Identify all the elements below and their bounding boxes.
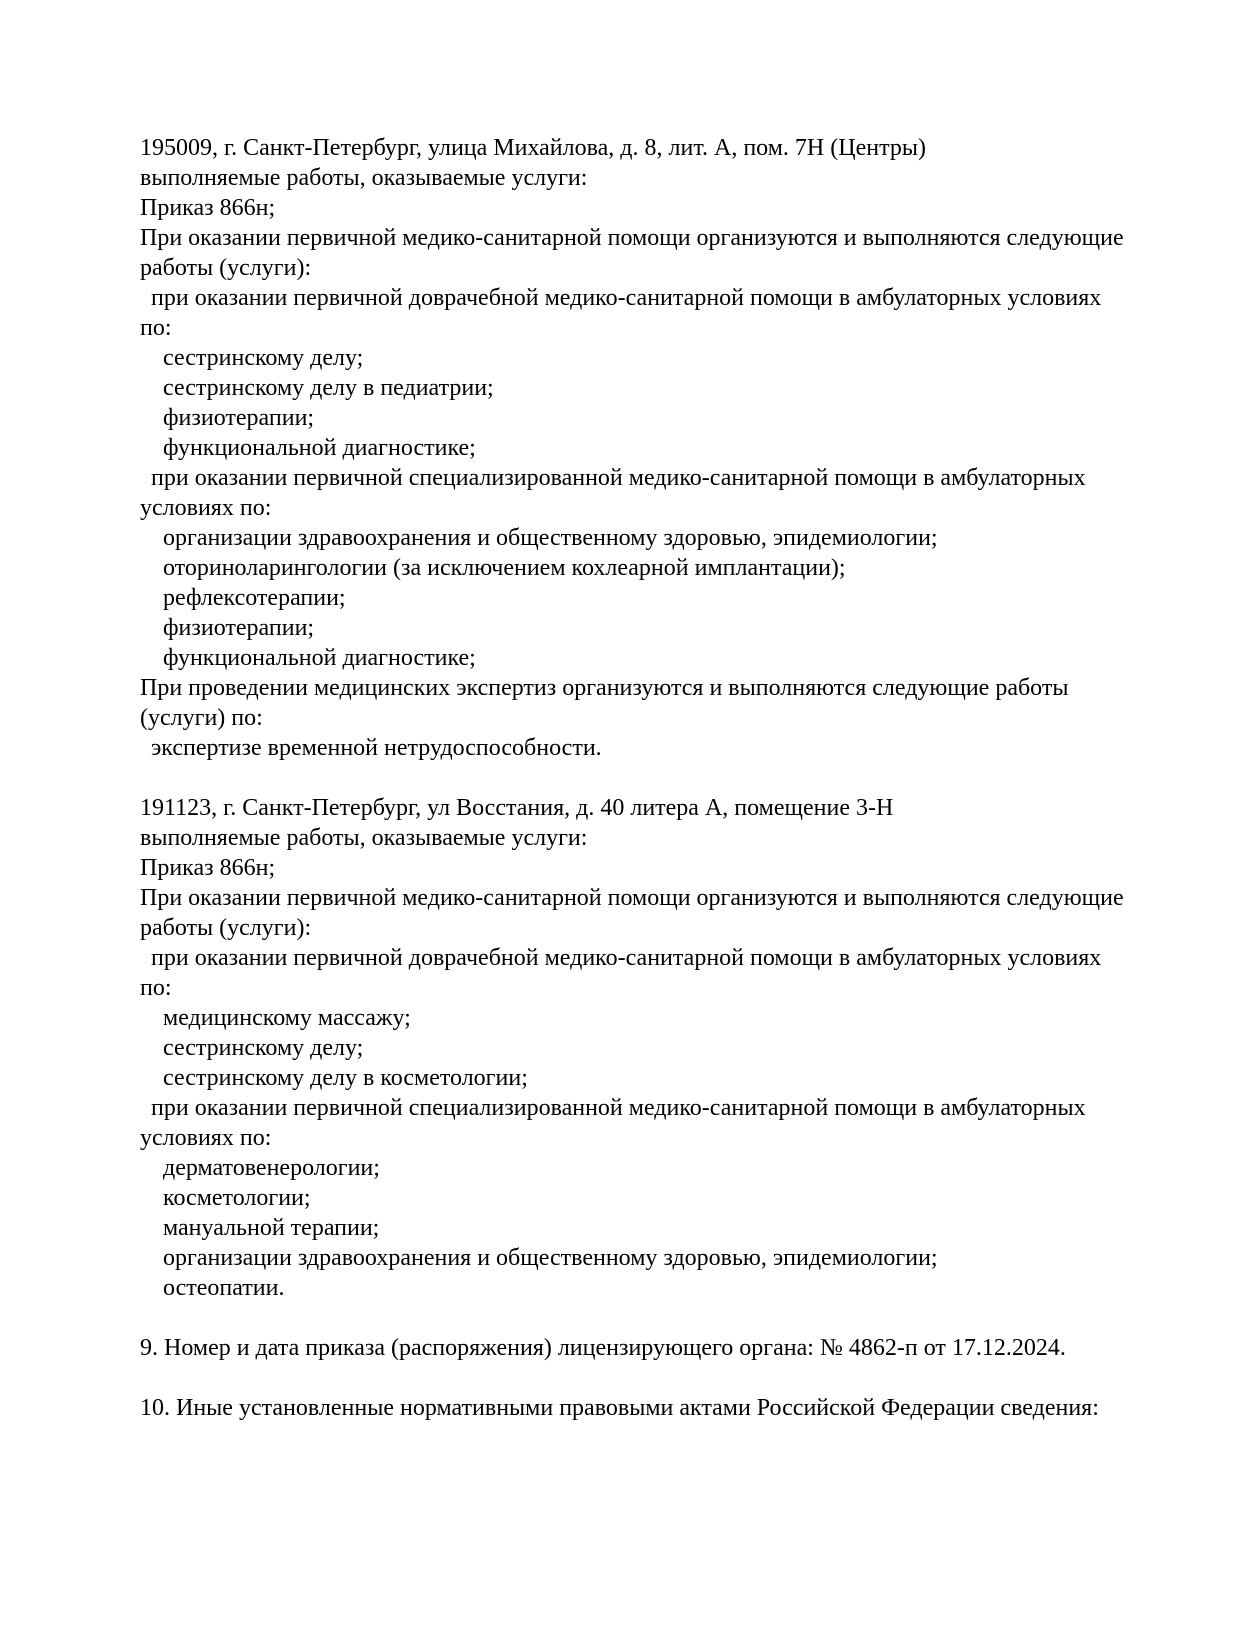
text-line: оториноларингологии (за исключением кохлеарной имплантации); — [163, 555, 846, 581]
text-line: экспертизе временной нетрудоспособности. — [151, 735, 602, 761]
text-line: При оказании первичной медико-санитарной помощи организуются и выполняются следующие — [140, 885, 1124, 911]
text-line: работы (услуги): — [140, 915, 312, 941]
text-line: при оказании первичной специализированной медико-санитарной помощи в амбулаторных — [151, 1095, 1086, 1121]
text-line: выполняемые работы, оказываемые услуги: — [140, 165, 588, 191]
text-line: При проведении медицинских экспертиз организуются и выполняются следующие работы — [140, 675, 1069, 701]
text-line: 195009, г. Санкт-Петербург, улица Михайлова, д. 8, лит. А, пом. 7Н (Центры) — [140, 135, 926, 161]
address-block-1 — [140, 133, 1170, 763]
address-block-2 — [140, 793, 1170, 1303]
text-line: выполняемые работы, оказываемые услуги: — [140, 825, 588, 851]
clause-10-other-info — [140, 1393, 1170, 1423]
text-line: 10. Иные установленные нормативными правовыми актами Российской Федерации сведения: — [140, 1395, 1099, 1421]
text-line: по: — [140, 315, 172, 341]
text-line: При оказании первичной медико-санитарной помощи организуются и выполняются следующие — [140, 225, 1124, 251]
text-line: при оказании первичной специализированной медико-санитарной помощи в амбулаторных — [151, 465, 1086, 491]
text-line: (услуги) по: — [140, 705, 263, 731]
text-line: условиях по: — [140, 495, 272, 521]
text-line: по: — [140, 975, 172, 1001]
clause-9-order-number — [140, 1333, 1170, 1363]
text-line: организации здравоохранения и общественному здоровью, эпидемиологии; — [163, 1245, 938, 1271]
text-line: сестринскому делу в косметологии; — [163, 1065, 528, 1091]
text-line: физиотерапии; — [163, 615, 315, 641]
text-line: функциональной диагностике; — [163, 645, 476, 671]
text-line: физиотерапии; — [163, 405, 315, 431]
text-line: сестринскому делу; — [163, 1035, 364, 1061]
text-line: дерматовенерологии; — [163, 1155, 380, 1181]
text-line: косметологии; — [163, 1185, 311, 1211]
text-line: медицинскому массажу; — [163, 1005, 411, 1031]
text-line: Приказ 866н; — [140, 195, 276, 221]
text-line: при оказании первичной доврачебной медико-санитарной помощи в амбулаторных условиях — [151, 945, 1102, 971]
document-body — [140, 133, 1170, 1423]
text-line: мануальной терапии; — [163, 1215, 380, 1241]
text-line: Приказ 866н; — [140, 855, 276, 881]
text-line: 9. Номер и дата приказа (распоряжения) лицензирующего органа: № 4862-п от 17.12.2024. — [140, 1335, 1066, 1361]
text-line: при оказании первичной доврачебной медико-санитарной помощи в амбулаторных условиях — [151, 285, 1102, 311]
text-line: работы (услуги): — [140, 255, 312, 281]
text-line: рефлексотерапии; — [163, 585, 346, 611]
text-line: сестринскому делу; — [163, 345, 364, 371]
text-line: функциональной диагностике; — [163, 435, 476, 461]
text-line: условиях по: — [140, 1125, 272, 1151]
text-line: сестринскому делу в педиатрии; — [163, 375, 494, 401]
text-line: организации здравоохранения и общественному здоровью, эпидемиологии; — [163, 525, 938, 551]
text-line: остеопатии. — [163, 1275, 285, 1301]
text-line: 191123, г. Санкт-Петербург, ул Восстания, д. 40 литера А, помещение 3-Н — [140, 795, 894, 821]
